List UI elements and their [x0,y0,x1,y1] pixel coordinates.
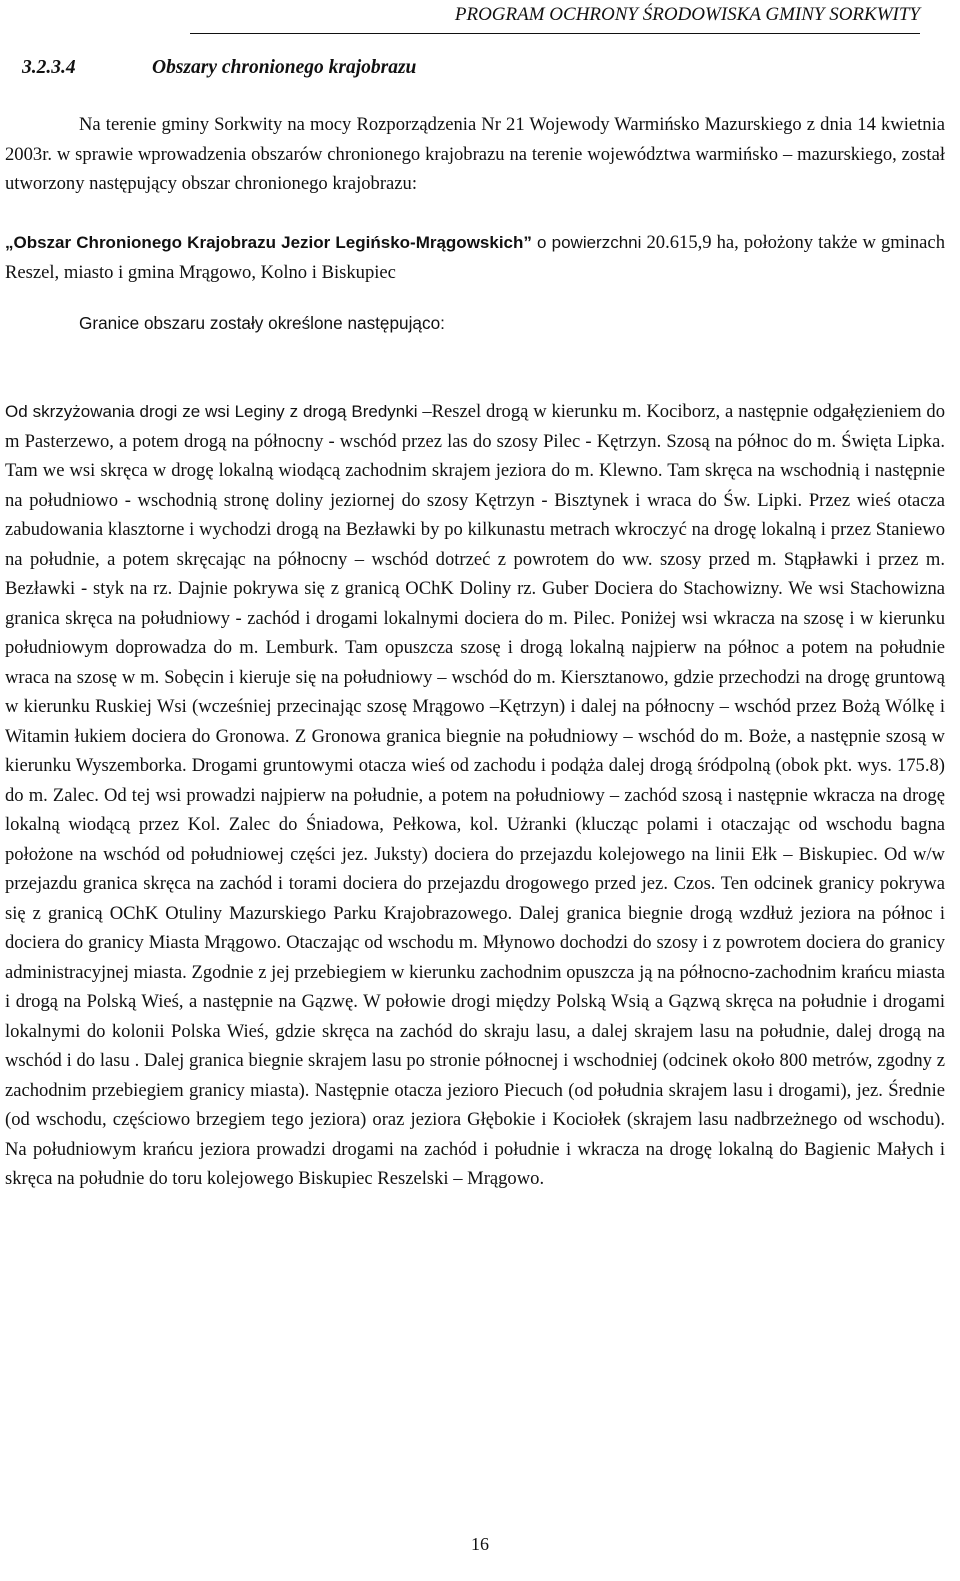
boundaries-lead: Od skrzyżowania drogi ze wsi Leginy z drogą Bredynki [5,402,418,421]
header-title: PROGRAM OCHRONY ŚRODOWISKA GMINY SORKWITY [454,4,920,25]
boundaries-paragraph [5,397,945,1194]
intro-paragraph: Na terenie gminy Sorkwity na mocy Rozporządzenia Nr 21 Wojewody Warmińsko Mazurskiego z dnia 14 kwietnia 2003r. w sprawie wprowadzenia obszarów chronionego krajobrazu na terenie województwa warmińsko – mazurskiego, został utworzony następujący obszar chronionego krajobrazu: [5,114,945,194]
page-header [190,2,920,34]
section-heading [22,57,922,79]
area-paragraph [5,228,945,287]
section-title: Obszary chronionego krajobrazu [152,57,417,78]
section-number: 3.2.3.4 [22,57,76,78]
boundaries-text: –Reszel drogą w kierunku m. Kociborz, a następnie odgałęzieniem do m Pasterzewo, a potem drogą na północny - wschód przez las do szosy Pilec - Kętrzyn. Szosą na północ do m. Święta Lipka. Tam we wsi skręca w drogę lokalną wiodącą zachodnim skrajem jeziora do m. Klewno. Tam skręca na wschodnią i następnie na południowo - wschodnią stronę doliny jeziornej do szosy Kętrzyn - Bisztynek i wraca do Św. Lipki. Przez wieś otacza zabudowania klasztorne i wychodzi drogą na Bezławki by po kilkunastu metrach wkroczyć na drogę lokalną i przez Staniewo na południe, a potem skręcając na północny – wschód dotrzeć z powrotem do ww. szosy przed m. Stąpławki i przez m. Bezławki - styk na rz. Dajnie pokrywa się z granicą OChK Doliny rz. Guber Dociera do Stachowizny. We wsi Stachowizna granica skręca na południowy - zachód i drogami lokalnymi dociera do m. Pilec. Poniżej wsi wkracza na szosę i w kierunku południowym doprowadza do m. Lemburk. Tam opuszcza szosę i drogą lokalną najpierw na północ a potem na południe wraca na szosę w m. Sobęcin i kieruje się na południowy – wschód do m. Kiersztanowo, gdzie przechodzi na drogę gruntową w kierunku Ruskiej Wsi (wcześniej przecinając szosę Mrągowo –Kętrzyn) i dalej na północny – wschód przez Bożą Wólkę i Witamin łukiem dociera do Gronowa. Z Gronowa granica biegnie na południowy – wschód do m. Boże, a następnie szosą w kierunku Wyszemborka. Drogami gruntowymi otacza wieś od zachodu i podąża dalej drogą śródpolną (obok pkt. wys. 175.8) do m. Zalec. Od tej wsi prowadzi najpierw na południe, a potem na południowy – zachód szosą i następnie wkracza na drogę lokalną wiodącą przez Kol. Zalec do Śniadowa, Pełkowa, kol. Użranki (klucząc polami i otaczając od wschodu bagna położone na wschód od południowej części jez. Juksty) dociera do przejazdu kolejowego na linii Ełk – Biskupiec. Od w/w przejazdu granica skręca na zachód i torami dociera do przejazdu drogowego przed jez. Czos. Ten odcinek granicy pokrywa się z granicą OChK Otuliny Mazurskiego Parku Krajobrazowego. Dalej granica biegnie drogą wzdłuż jeziora na północ i dociera do granicy Miasta Mrągowo. Otaczając od wschodu m. Młynowo dochodzi do szosy i z powrotem dociera do granicy administracyjnej miasta. Zgodnie z jej przebiegiem w kierunku zachodnim opuszcza ją na północno-zachodnim krańcu miasta i drogą na Polską Wieś, a następnie na Gązwę. W połowie drogi między Polską Wsią a Gązwą skręca na południe i drogami lokalnymi do kolonii Polska Wieś, gdzie skręca na zachód do skraju lasu, a dalej skrajem lasu na południe, dalej drogą na wschód i do lasu . Dalej granica biegnie skrajem lasu po stronie północnej i wschodniej (odcinek około 800 metrów, zgodny z zachodnim przebiegiem granicy miasta). Następnie otacza jezioro Piecuch (od południa skrajem lasu i drogami), jez. Średnie (od wschodu, częściowo brzegiem tego jeziora) oraz jeziora Głębokie i Kociołek (skrajem lasu nadbrzeżnego od wschodu). Na południowym krańcu jeziora prowadzi drogami na zachód i południe i wkracza na drogę lokalną do Bagienic Małych i skręca na południe do toru kolejowego Biskupiec Reszelski – Mrągowo. [5,401,945,1189]
boundaries-intro: Granice obszaru zostały określone następująco: [79,313,445,333]
area-description-lead: o powierzchni [531,233,642,252]
area-name: „Obszar Chronionego Krajobrazu Jezior Legińsko-Mrągowskich” [5,233,532,252]
page-number: 16 [471,1534,489,1554]
area-description: 20.615,9 ha, położony także w gminach Reszel, miasto i gmina Mrągowo, Kolno i Biskupiec [5,232,945,283]
